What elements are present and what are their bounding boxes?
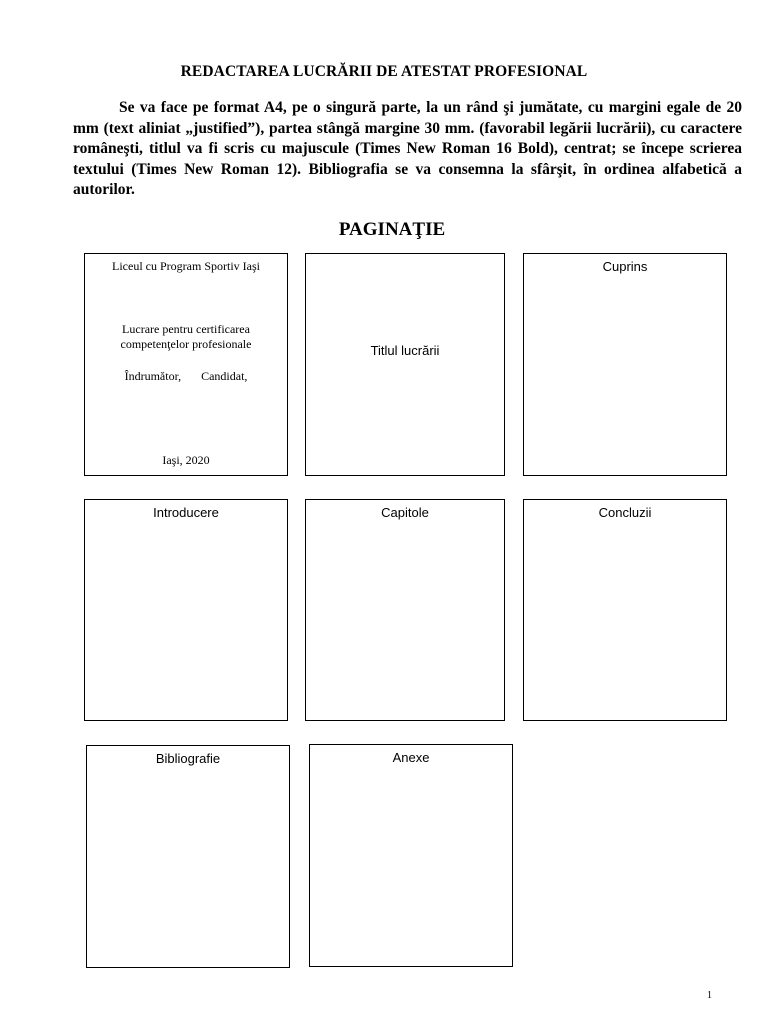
instructions-paragraph: Se va face pe format A4, pe o singură parte, la un rând şi jumătate, cu margini egale de 20 mm (text aliniat „justified”), partea stângă margine 30 mm. (favorabil legării lucrării), cu caractere româneşti, titlul va fi scris cu majuscule (Times New Roman 16 Bold), centrat; se începe scrierea textului (Times New Roman 12). Bibliografia se va consemna la sfârşit, în ordinea alfabetică a autorilor. [73, 99, 742, 199]
document-title: REDACTAREA LUCRĂRII DE ATESTAT PROFESIONAL [180, 63, 588, 80]
annexes-page-box [309, 744, 513, 967]
conclusions-page-label: Concluzii [598, 505, 652, 520]
conclusions-page-box [523, 499, 727, 721]
cover-place-year: Iaşi, 2020 [162, 453, 210, 467]
introduction-page-box [84, 499, 288, 721]
cover-advisor: Îndrumător, [124, 369, 182, 383]
cover-purpose-line1: Lucrare pentru certificarea [122, 322, 250, 336]
chapters-page-box [305, 499, 505, 721]
cover-institution: Liceul cu Program Sportiv Iaşi [112, 259, 260, 273]
cover-page-box [84, 253, 288, 476]
cover-roles [85, 369, 287, 384]
annexes-page-label: Anexe [392, 750, 430, 765]
contents-page-label: Cuprins [602, 259, 648, 274]
bibliography-page-label: Bibliografie [155, 751, 221, 766]
page-number: 1 [707, 990, 712, 1001]
cover-purpose-line2: competenţelor profesionale [120, 337, 252, 351]
section-heading: PAGINAŢIE [338, 219, 446, 240]
contents-page-box [523, 253, 727, 476]
introduction-page-label: Introducere [153, 505, 219, 520]
bibliography-page-box [86, 745, 290, 968]
title-page-label: Titlul lucrării [370, 343, 440, 358]
title-page-box [305, 253, 505, 476]
chapters-page-label: Capitole [381, 505, 429, 520]
cover-candidate: Candidat, [201, 369, 248, 383]
